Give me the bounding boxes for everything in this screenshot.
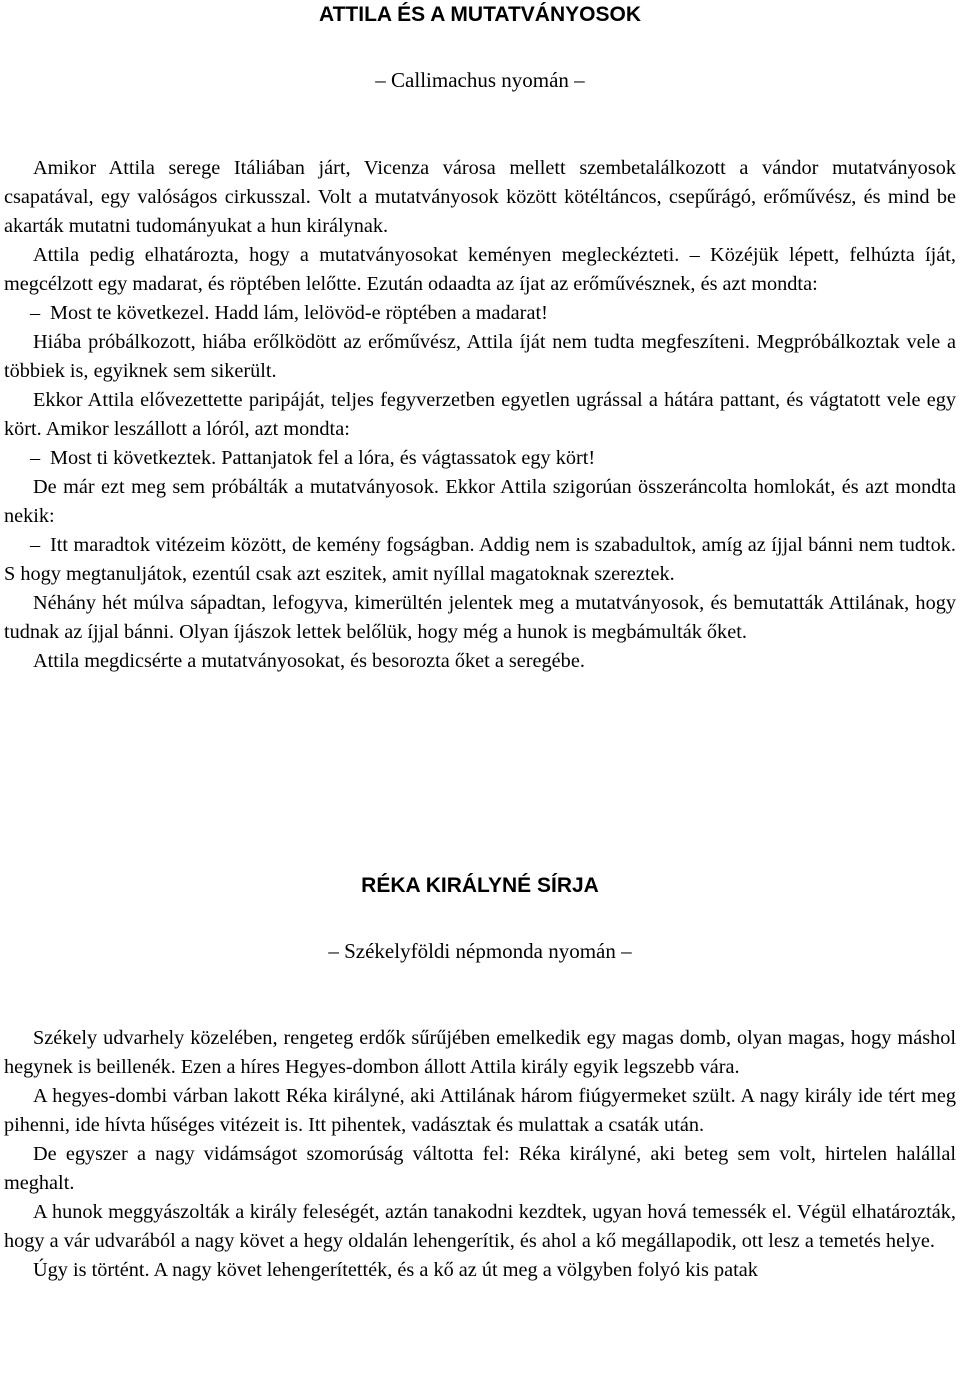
paragraph: De már ezt meg sem próbálták a mutatványosok. Ekkor Attila szigorúan összeráncolta homlokát, és azt mondta nekik: (4, 476, 956, 527)
story-body (4, 1024, 956, 1285)
paragraph: Székely udvarhely közelében, rengeteg erdők sűrűjében emelkedik egy magas domb, olyan magas, hogy máshol hegynek is beillenék. Ezen a híres Hegyes-dombon állott Attila király egyik legszebb vára. (4, 1027, 956, 1078)
dash-mark: – (30, 447, 41, 469)
paragraph: Attila megdicsérte a mutatványosokat, és besorozta őket a seregébe. (33, 650, 585, 672)
paragraph: Amikor Attila serege Itáliában járt, Vicenza városa mellett szembetalálkozott a vándor mutatványosok csapatával, egy valóságos cirkusszal. Volt a mutatványosok között kötéltáncos, csepűrágó, erőművész, és mind be akarták mutatni tudományukat a hun királynak. (4, 157, 956, 237)
paragraph: A hunok meggyászolták a király feleségét, aztán tanakodni kezdtek, ugyan hová temessék el. Végül elhatározták, hogy a vár udvarából a nagy követ a hegy oldalán lehengerítik, és ahol a kő megállapodik, ott lesz a temetés helye. (4, 1201, 956, 1252)
story-subtitle: – Székelyföldi népmonda nyomán – (328, 939, 632, 963)
story-title: RÉKA KIRÁLYNÉ SÍRJA (361, 874, 599, 897)
paragraph: Úgy is történt. A nagy követ lehengerítették, és a kő az út meg a völgyben folyó kis patak (33, 1259, 758, 1281)
dash-mark: – (30, 534, 41, 556)
dialogue-text: Itt maradtok vitézeim között, de kemény fogságban. Addig nem is szabadultok, amíg az íjjal bánni nem tudtok. S hogy megtanuljátok, ezentúl csak azt eszitek, amit nyíllal magatoknak szereztek. (4, 534, 956, 585)
dash-mark: – (30, 302, 41, 324)
paragraph: Attila pedig elhatározta, hogy a mutatványosokat keményen megleckézteti. – Közéjük lépett, felhúzta íját, megcélzott egy madarat, és röptében lelőtte. Ezután odaadta az íjat az erőművésznek, és azt mondta: (4, 244, 956, 295)
paragraph: A hegyes-dombi várban lakott Réka királyné, aki Attilának három fiúgyermeket szült. A nagy király ide tért meg pihenni, ide hívta hűséges vitézeit is. Itt pihentek, vadásztak és mulattak a csaták után. (4, 1085, 956, 1136)
dialogue-text: Most te következel. Hadd lám, lelövöd-e röptében a madarat! (50, 302, 548, 324)
paragraph: Hiába próbálkozott, hiába erőlködött az erőművész, Attila íját nem tudta megfeszíteni. Megpróbálkoztak vele a többiek is, egyiknek sem sikerült. (4, 331, 956, 382)
story-body (4, 154, 956, 676)
paragraph: Ekkor Attila elővezettette paripáját, teljes fegyverzetben egyetlen ugrással a hátára pattant, és vágtatott vele egy kört. Amikor leszállott a lóról, azt mondta: (4, 389, 956, 440)
story-subtitle: – Callimachus nyomán – (375, 68, 585, 92)
paragraph: De egyszer a nagy vidámságot szomorúság váltotta fel: Réka királyné, aki beteg sem volt, hirtelen halállal meghalt. (4, 1143, 956, 1194)
dialogue-text: Most ti következtek. Pattanjatok fel a lóra, és vágtassatok egy kört! (50, 447, 596, 469)
dialogue-line (4, 299, 956, 328)
dialogue-line (4, 531, 956, 589)
paragraph: Néhány hét múlva sápadtan, lefogyva, kimerültén jelentek meg a mutatványosok, és bemutatták Attilának, hogy tudnak az íjjal bánni. Olyan íjászok lettek belőlük, hogy még a hunok is megbámulták őket. (4, 592, 956, 643)
story-title: ATTILA ÉS A MUTATVÁNYOSOK (319, 3, 641, 26)
dialogue-line (4, 444, 956, 473)
